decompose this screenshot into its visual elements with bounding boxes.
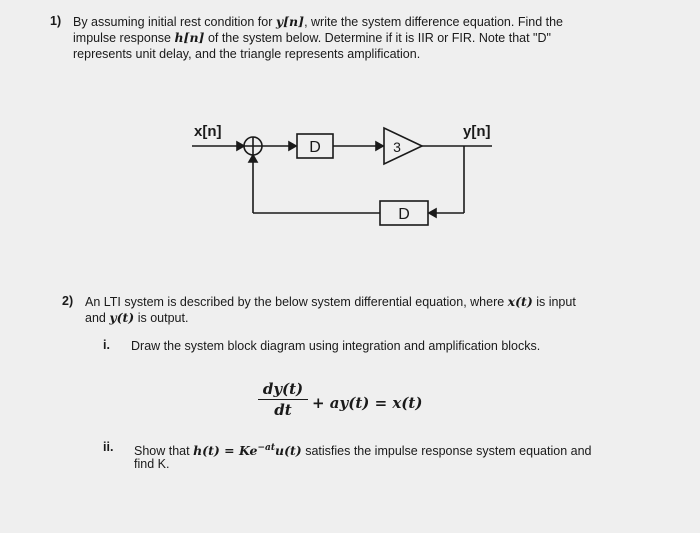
arrow-icon [429,209,436,217]
question-1-line-2 [73,30,551,46]
q2-var-xt: x(t) [507,294,533,309]
item-ii-expr: h(t) = Ke [193,443,258,459]
question-2-number: 2) [62,294,74,308]
fraction-bar [258,399,308,400]
q2-text: is output. [134,311,189,325]
q2-text: An LTI system is described by the below system differential equation, where [85,295,508,309]
item-ii-expr-step: u(t) [275,443,302,459]
block-diagram [180,118,500,228]
item-ii-line-2: find K. [134,457,170,471]
item-ii-exponent: −at [257,443,276,453]
q1-text: impulse response [73,31,175,45]
q2-text: and [85,311,110,325]
q1-var-hn: h[n] [174,30,205,45]
delay-bottom-label: D [398,206,410,223]
equation-rhs: + ay(t) = x(t) [312,394,423,412]
item-i-text: Draw the system block diagram using integration and amplification blocks. [131,339,541,353]
item-ii-number: ii. [103,440,114,454]
arrow-icon [376,142,383,150]
item-ii-text: satisfies the impulse response system equation and [301,444,592,459]
question-2-line-1 [85,294,576,310]
q1-text: , write the system difference equation. Find the [304,15,563,29]
item-ii-line-1 [134,440,591,459]
arrow-icon [249,155,257,162]
item-ii-text: Show that [134,444,194,459]
output-label: y[n] [463,123,491,140]
q2-text: is input [532,295,576,309]
q1-text: of the system below. Determine if it is IIR or FIR. Note that "D" [204,31,551,45]
fraction-numerator: dy(t) [262,380,304,398]
q1-var-yn: y[n] [275,14,305,29]
delay-top-label: D [309,139,321,156]
question-1-line-3: represents unit delay, and the triangle represents amplification. [73,47,421,61]
derivative-fraction [258,380,308,419]
q1-text: By assuming initial rest condition for [73,15,276,29]
arrow-icon [237,142,244,150]
fraction-denominator: dt [274,401,292,419]
question-1-number: 1) [50,14,62,28]
arrow-icon [289,142,296,150]
q2-var-yt: y(t) [109,310,135,325]
question-2-line-2 [85,310,188,326]
item-i-number: i. [103,338,110,352]
input-label: x[n] [194,123,222,140]
gain-label: 3 [393,139,401,155]
amplifier-icon [384,128,422,164]
question-1-line-1 [73,14,563,30]
